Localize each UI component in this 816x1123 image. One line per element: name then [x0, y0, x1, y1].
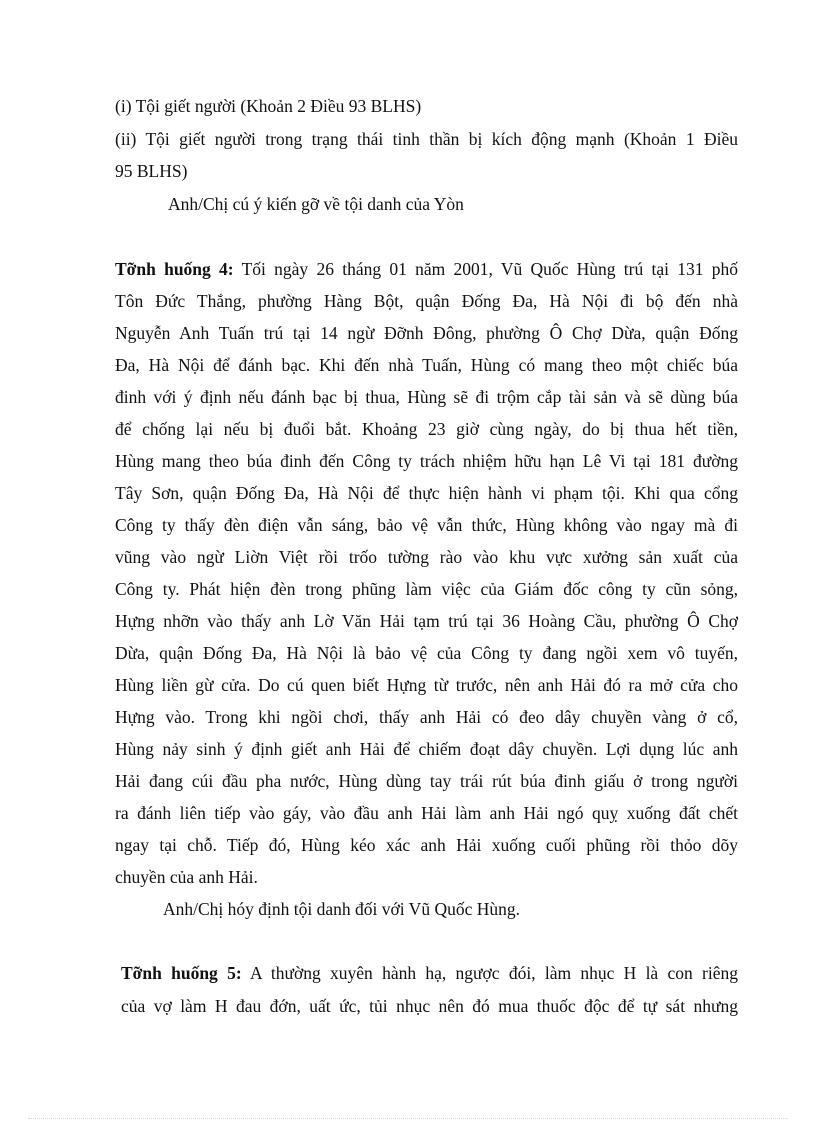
case4-line: Hựng vào. Trong khi ngồi chơi, thấy anh Hải có đeo dây chuyền vàng ở cổ,: [115, 707, 738, 727]
item-ii-line-1: (ii) Tội giết người trong trạng thái tinh thần bị kích động mạnh (Khoản 1 Điều: [115, 129, 738, 149]
case4-line: Công ty. Phát hiện đèn trong phũng làm việc của Giám đốc công ty cũn sỏng,: [115, 579, 738, 599]
case4-line: Hải đang cúi đầu pha nước, Hùng dùng tay trái rút búa đinh giấu ở trong người: [115, 771, 738, 791]
case4-line: ra đánh liên tiếp vào gáy, vào đầu anh Hải làm anh Hải ngó quỵ xuống đất chết: [115, 803, 738, 823]
case4-heading: Tỡnh huống 4:: [115, 259, 234, 279]
case4-line: Hùng nảy sinh ý định giết anh Hải để chiếm đoạt dây chuyền. Lợi dụng lúc anh: [115, 739, 738, 759]
case4-line: Công ty thấy đèn điện vẫn sáng, bảo vệ vẫn thức, Hùng không vào ngay mà đi: [115, 515, 738, 535]
question-hung: Anh/Chị hóy định tội danh đối với Vũ Quốc Hùng.: [163, 899, 520, 919]
question-yon: Anh/Chị cú ý kiến gỡ về tội danh của Yòn: [168, 194, 464, 214]
case4-line: ngay tại chỗ. Tiếp đó, Hùng kéo xác anh Hải xuống cuối phũng rồi thỏo dõy: [115, 835, 738, 855]
case4-line: vũng vào ngừ Liờn Việt rồi trốo tường rào vào khu vực xưởng sản xuất của: [115, 547, 738, 567]
case5-line-2: của vợ làm H đau đớn, uất ức, tủi nhục nên đó mua thuốc độc để tự sát nhưng: [121, 996, 738, 1016]
page-bottom-dotted-border: [28, 1118, 788, 1119]
case4-first-line-text: Tối ngày 26 tháng 01 năm 2001, Vũ Quốc Hùng trú tại 131 phố: [241, 259, 738, 279]
case4-line: Dừa, quận Đống Đa, Hà Nội là bảo vệ của Công ty đang ngồi xem vô tuyến,: [115, 643, 738, 663]
case5-heading: Tỡnh huống 5:: [121, 963, 242, 983]
case4-line: Tôn Đức Thắng, phường Hàng Bột, quận Đống Đa, Hà Nội đi bộ đến nhà: [115, 291, 738, 311]
case4-line: Hựng nhỡn vào thấy anh Lờ Văn Hải tạm trú tại 36 Hoàng Cầu, phường Ô Chợ: [115, 611, 738, 631]
case4-line: Tây Sơn, quận Đống Đa, Hà Nội để thực hiện hành vi phạm tội. Khi qua cổng: [115, 483, 738, 503]
item-ii-line-2: 95 BLHS): [115, 161, 188, 181]
case5-first-line-text: A thường xuyên hành hạ, ngược đói, làm nhục H là con riêng: [249, 963, 738, 983]
case4-line: đinh với ý định nếu đánh bạc bị thua, Hùng sẽ đi trộm cắp tài sản và sẽ dùng búa: [115, 387, 738, 407]
case4-line: Đa, Hà Nội để đánh bạc. Khi đến nhà Tuấn, Hùng có mang theo một chiếc búa: [115, 355, 738, 375]
case4-line: để chống lại nếu bị đuổi bắt. Khoảng 23 giờ cùng ngày, do bị thua hết tiền,: [115, 419, 738, 439]
case4-line: Nguyễn Anh Tuấn trú tại 14 ngừ Đỡnh Đông, phường Ô Chợ Dừa, quận Đống: [115, 323, 738, 343]
case4-last-line: chuyền của anh Hải.: [115, 867, 258, 887]
case4-line: Hùng mang theo búa đinh đến Công ty trách nhiệm hữu hạn Lê Vi tại 181 đường: [115, 451, 738, 471]
item-i: (i) Tội giết người (Khoản 2 Điều 93 BLHS): [115, 96, 422, 116]
case5-first-line: [121, 962, 738, 984]
case4-first-line: [115, 258, 738, 280]
case4-line: Hùng liền gừ cửa. Do cú quen biết Hựng từ trước, nên anh Hải đó ra mở cửa cho: [115, 675, 738, 695]
